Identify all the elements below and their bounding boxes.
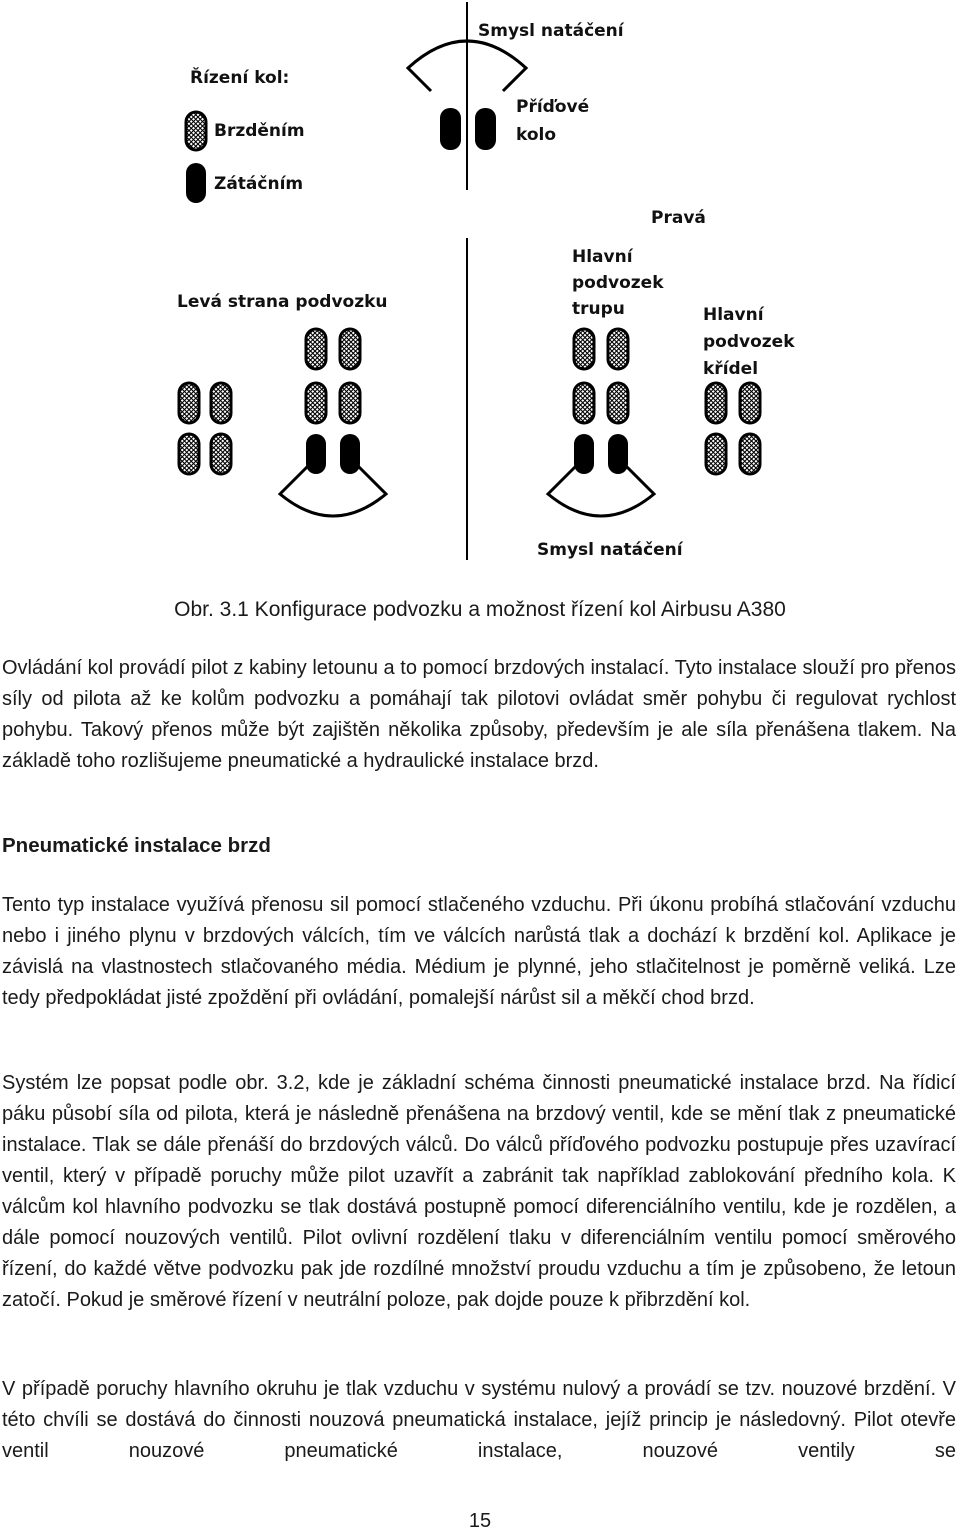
left-fuselage-wheel xyxy=(306,329,326,369)
nose-wheel-left xyxy=(440,108,461,150)
legend-turning-wheel-icon xyxy=(186,163,206,203)
left-side-label: Levá strana podvozku xyxy=(177,292,388,312)
right-wing-wheel xyxy=(740,383,760,423)
rotation-direction-label-top: Smysl natáčení xyxy=(478,21,624,41)
left-fuselage-wheel xyxy=(340,383,360,423)
left-wing-wheel xyxy=(179,383,199,423)
right-wing-wheel xyxy=(706,383,726,423)
right-rotation-arc xyxy=(548,466,654,516)
left-fuselage-steering-wheel xyxy=(340,434,360,474)
fuselage-gear-label-line1: Hlavní xyxy=(572,247,633,267)
left-rotation-arc xyxy=(280,466,386,516)
paragraph-system-description: Systém lze popsat podle obr. 3.2, kde je základní schéma činnosti pneumatické instalace brzd. Na řídicí páku působí síla od pilota, která je následně přenášena na brzdový ventil, kde se mění tlak z pneumatické instalace. Tlak se dále přenáší do brzdových válců. Do válců příďového podvozku postupuje přes uzavírací ventil, který v případě poruchy může pilot uzavřít a zabránit tak například zablokování předního kola. K válcům kol hlavního podvozku se tlak dostává postupně pomocí diferenciálního ventilu, kde je rozdělen, a dále pomocí nouzových ventilů. Pilot ovlivní rozdělení tlaku v diferenciálním ventilu pomocí směrového řízení, do každé větve podvozku pak jde rozdílné množství proudu vzduchu a tím je způsobeno, že letoun zatočí. Pokud je směrové řízení v neutrální poloze, pak dojde pouze k přibrzdění kol. xyxy=(2,1072,956,1311)
left-fuselage-wheel xyxy=(306,383,326,423)
steering-legend-title: Řízení kol: xyxy=(190,68,290,88)
landing-gear-diagram xyxy=(0,0,960,580)
fuselage-gear-label-line2: podvozek xyxy=(572,273,664,293)
right-side-label: Pravá xyxy=(651,208,706,228)
right-fuselage-steering-wheel xyxy=(608,434,628,474)
wing-gear-label-line1: Hlavní xyxy=(703,305,764,325)
paragraph-pneumatic-description: Tento typ instalace využívá přenosu sil pomocí stlačeného vzduchu. Při úkonu probíhá stlačování vzduchu nebo i jiného plynu v brzdových válcích, tím ve válcích narůstá tlak a dochází k brzdění kol. Aplikace je závislá na vlastnostech stlačovaného média. Médium je plynné, jeho stlačitelnost je poměrně veliká. Lze tedy předpokládat jisté zpoždění při ovládání, pomalejší nárůst sil a měkčí chod brzd. xyxy=(2,894,956,1009)
rotation-direction-label-bottom: Smysl natáčení xyxy=(537,540,683,560)
left-fuselage-steering-wheel xyxy=(306,434,326,474)
wing-gear-label-line3: křídel xyxy=(703,359,759,379)
legend-braking-label: Brzděním xyxy=(214,121,305,141)
right-fuselage-wheel xyxy=(574,383,594,423)
right-wing-wheel xyxy=(706,434,726,474)
legend-turning-label: Zátáčním xyxy=(214,174,304,194)
nose-wheel-right xyxy=(475,108,496,150)
nose-wheel-label-line1: Příďové xyxy=(516,97,590,117)
wing-gear-label-line2: podvozek xyxy=(703,332,795,352)
section-heading: Pneumatické instalace brzd xyxy=(2,834,271,857)
right-fuselage-wheel xyxy=(608,383,628,423)
paragraph-emergency-braking: V případě poruchy hlavního okruhu je tlak vzduchu v systému nulový a provádí se tzv. nouzové brzdění. V této chvíli se dostává do činnosti nouzová pneumatická instalace, jejíž princip je následovný. Pilot otevře ventil nouzové pneumatické instalace, nouzové ventily se xyxy=(2,1378,956,1462)
right-fuselage-wheel xyxy=(574,329,594,369)
page-number: 15 xyxy=(468,1510,492,1532)
right-fuselage-steering-wheel xyxy=(574,434,594,474)
left-wing-wheel xyxy=(211,383,231,423)
paragraph-intro: Ovládání kol provádí pilot z kabiny letounu a to pomocí brzdových instalací. Tyto instalace slouží pro přenos síly od pilota až ke kolům podvozku a pomáhají tak pilotovi ovládat směr pohybu či regulovat rychlost pohybu. Takový přenos může být zajištěn několika způsoby, především je ale síla přenášena tlakem. Na základě toho rozlišujeme pneumatické a hydraulické instalace brzd. xyxy=(2,657,956,772)
left-fuselage-wheel xyxy=(340,329,360,369)
right-wing-wheel xyxy=(740,434,760,474)
legend-braking-wheel-icon xyxy=(186,112,206,150)
left-wing-wheel xyxy=(211,434,231,474)
left-wing-wheel xyxy=(179,434,199,474)
fuselage-gear-label-line3: trupu xyxy=(572,299,625,319)
right-fuselage-wheel xyxy=(608,329,628,369)
figure-caption: Obr. 3.1 Konfigurace podvozku a možnost řízení kol Airbusu A380 xyxy=(174,598,786,621)
nose-wheel-label-line2: kolo xyxy=(516,125,557,145)
